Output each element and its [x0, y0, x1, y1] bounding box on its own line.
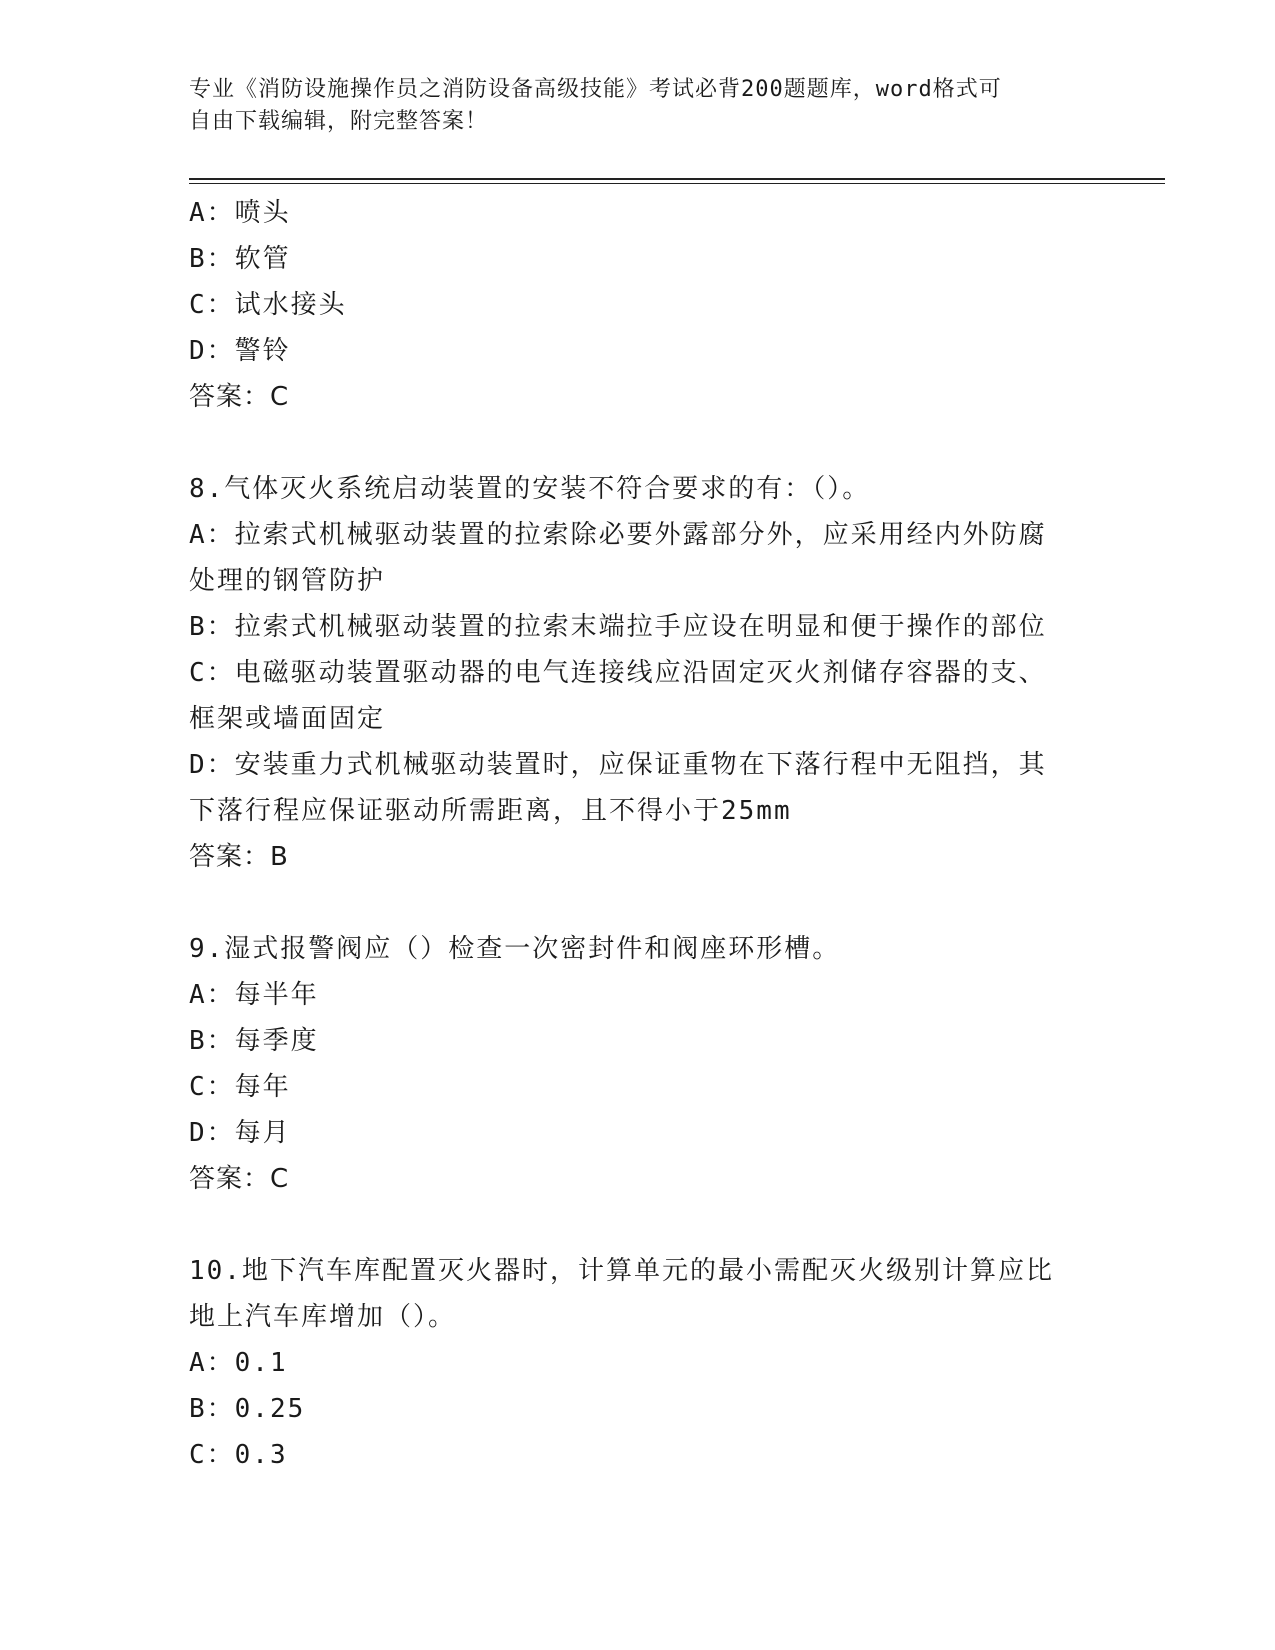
question-9 [189, 926, 1089, 1202]
q7-answer: 答案：C [189, 382, 290, 412]
q8-option-a-line-2: 处理的钢管防护 [189, 566, 386, 596]
q8-option-d-line-2: 下落行程应保证驱动所需距离，且不得小于25mm [189, 796, 792, 826]
q8-answer: 答案：B [189, 842, 289, 872]
question-10 [189, 1248, 1089, 1478]
q10-option-a: A：0.1 [189, 1348, 288, 1378]
q8-question: 8.气体灭火系统启动装置的安装不符合要求的有：（）。 [189, 474, 871, 504]
header-title-line-1: 专业《消防设施操作员之消防设备高级技能》考试必背200题题库，word格式可 [189, 77, 1002, 102]
q7-option-b: B：软管 [189, 244, 291, 274]
q10-question-line-2: 地上汽车库增加（）。 [189, 1302, 457, 1332]
spacer [189, 420, 1089, 466]
q7-option-a: A：喷头 [189, 198, 291, 228]
spacer [189, 1202, 1089, 1248]
q10-option-b: B：0.25 [189, 1394, 306, 1424]
q9-option-d: D：每月 [189, 1118, 291, 1148]
document-header [189, 74, 1089, 138]
question-8 [189, 466, 1089, 880]
q10-option-c: C：0.3 [189, 1440, 288, 1470]
header-divider-thick [189, 178, 1165, 180]
q8-option-d-line-1: D：安装重力式机械驱动装置时，应保证重物在下落行程中无阻挡，其 [189, 750, 1047, 780]
q7-option-d: D：警铃 [189, 336, 291, 366]
q7-option-c: C：试水接头 [189, 290, 347, 320]
q9-answer: 答案：C [189, 1164, 290, 1194]
q10-question-line-1: 10.地下汽车库配置灭火器时，计算单元的最小需配灭火级别计算应比 [189, 1256, 1054, 1286]
q9-option-c: C：每年 [189, 1072, 291, 1102]
q8-option-c-line-2: 框架或墙面固定 [189, 704, 386, 734]
header-title-line-2: 自由下载编辑，附完整答案！ [189, 109, 489, 134]
spacer [189, 880, 1089, 926]
question-7-options [189, 190, 1089, 420]
q9-question: 9.湿式报警阀应（）检查一次密封件和阀座环形槽。 [189, 934, 841, 964]
q9-option-a: A：每半年 [189, 980, 319, 1010]
q8-option-b: B：拉索式机械驱动装置的拉索末端拉手应设在明显和便于操作的部位 [189, 612, 1047, 642]
q8-option-c-line-1: C：电磁驱动装置驱动器的电气连接线应沿固定灭火剂储存容器的支、 [189, 658, 1047, 688]
question-content [189, 190, 1089, 1478]
q9-option-b: B：每季度 [189, 1026, 319, 1056]
q8-option-a-line-1: A：拉索式机械驱动装置的拉索除必要外露部分外，应采用经内外防腐 [189, 520, 1047, 550]
header-divider-thin [189, 183, 1165, 184]
